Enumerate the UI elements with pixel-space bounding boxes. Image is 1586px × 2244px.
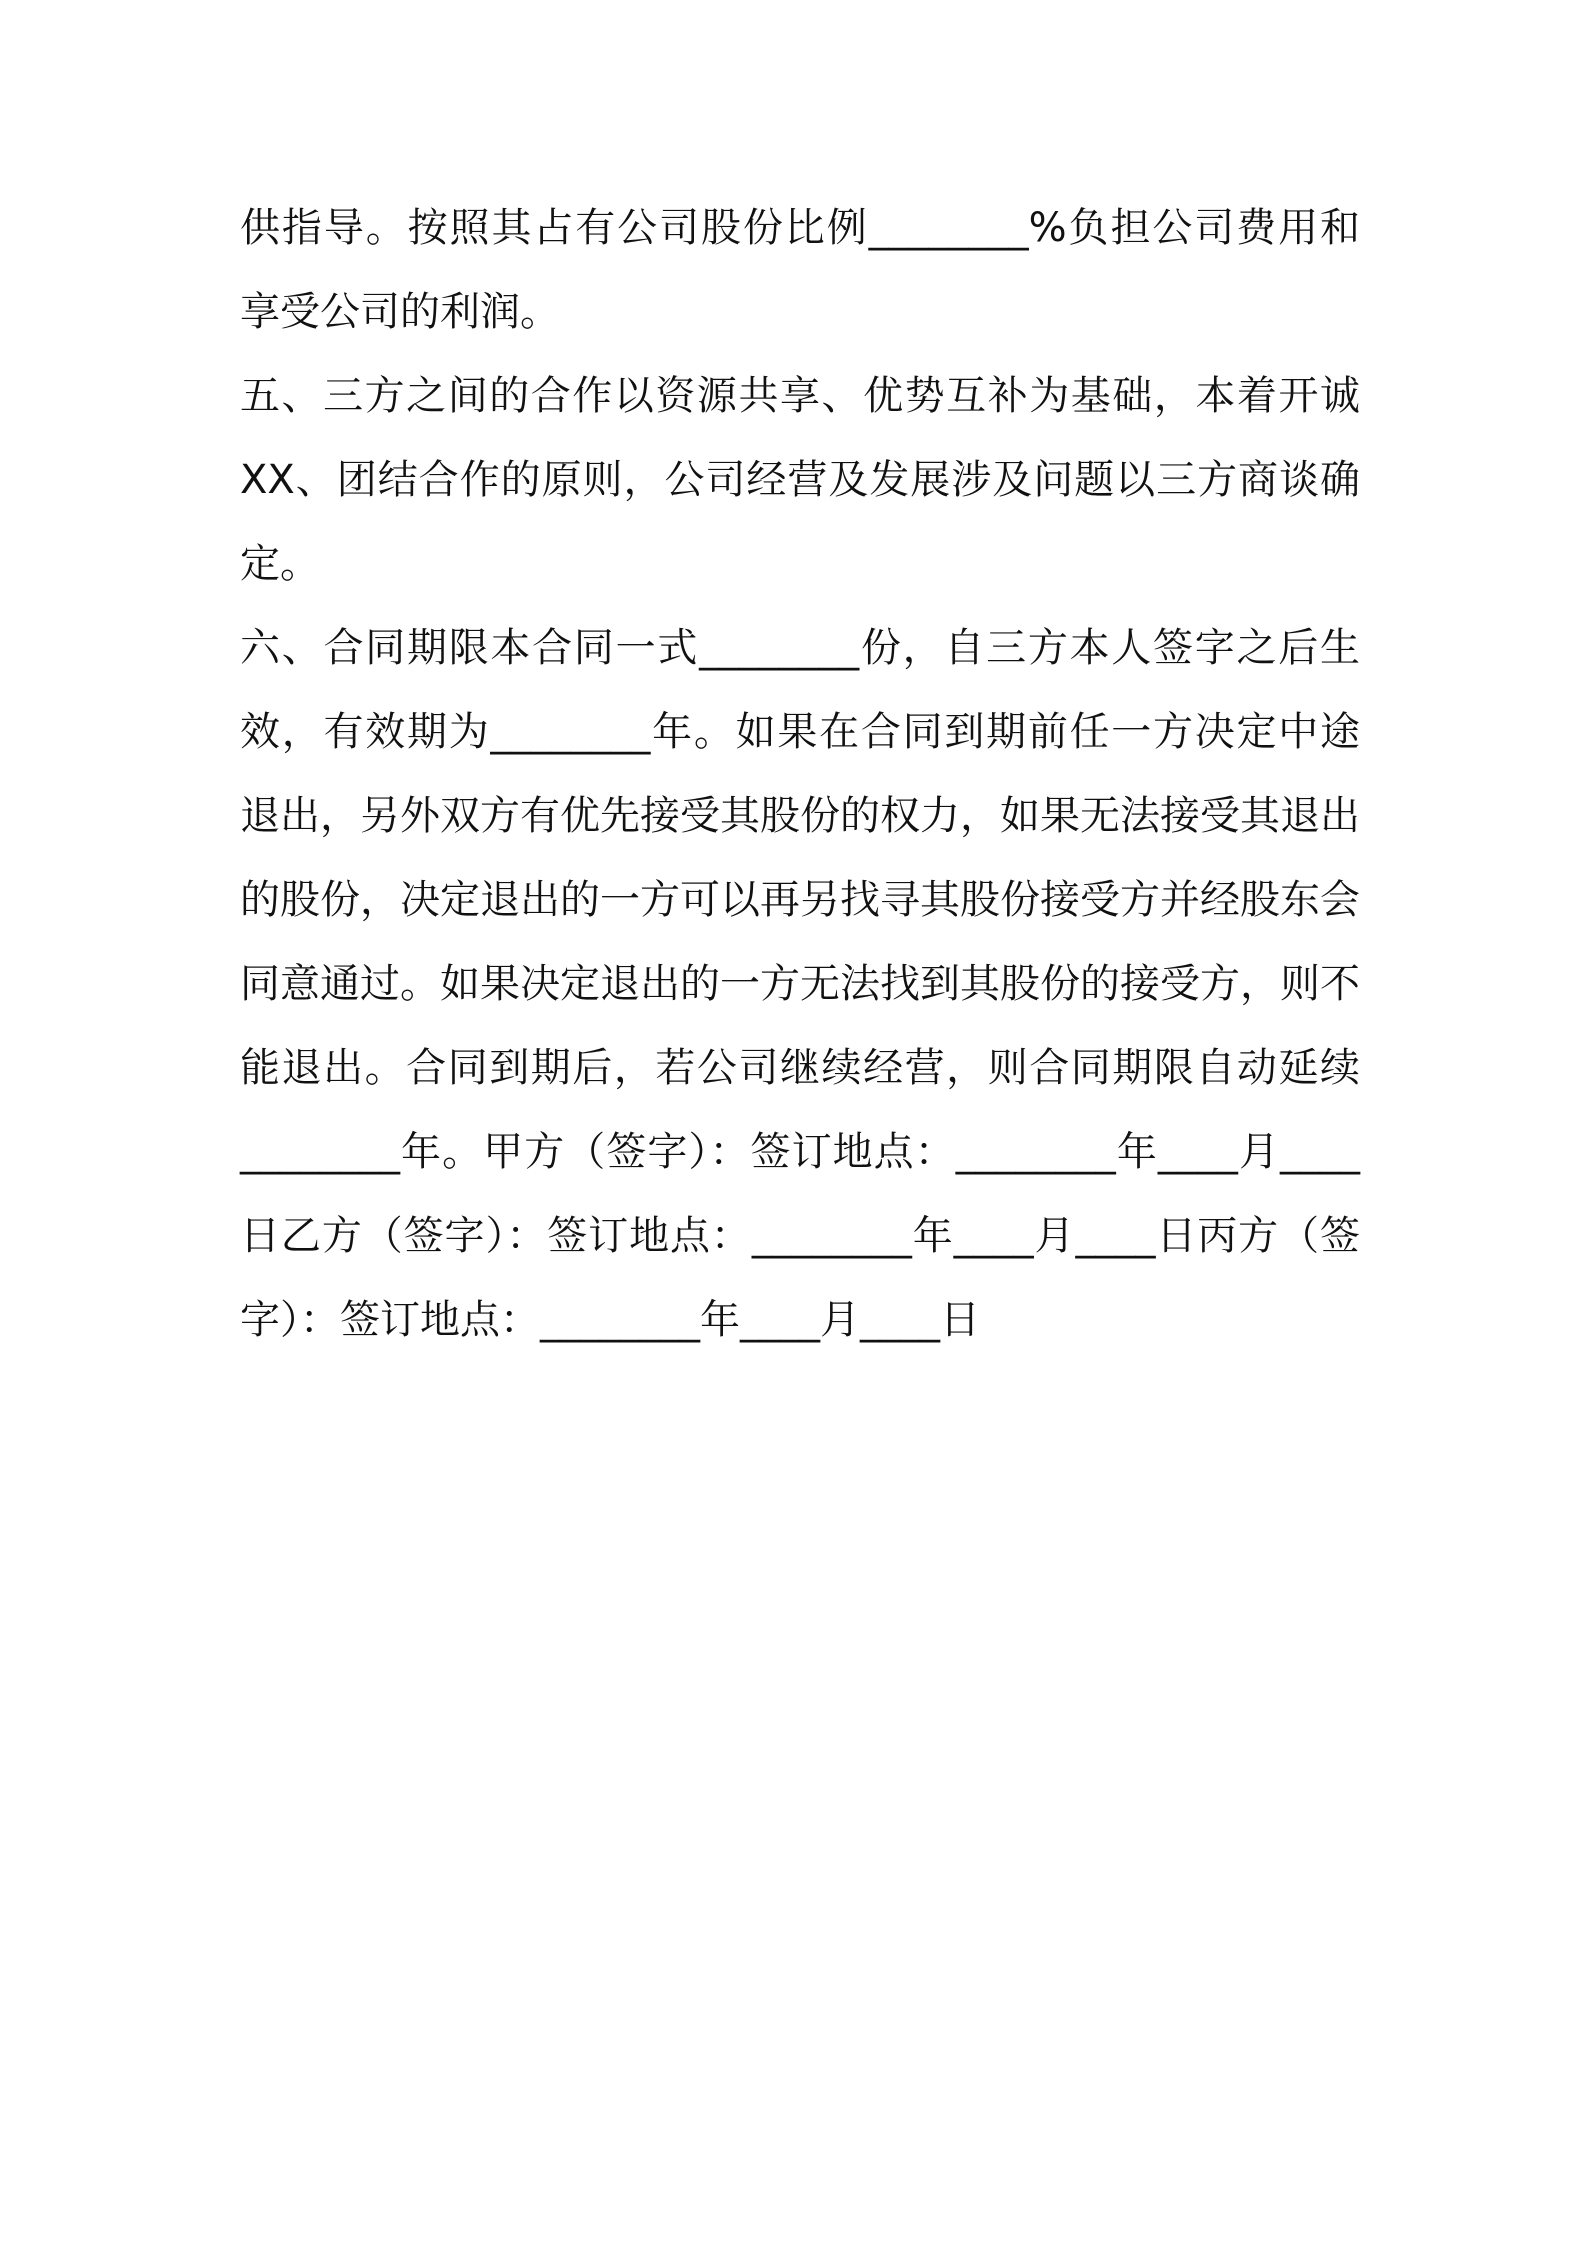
text-line-5: 定。 [240, 541, 320, 587]
text-line-12: ________年。甲方（签字）：签订地点：________年____月____ [240, 1129, 1360, 1175]
text-line-3: 五、三方之间的合作以资源共享、优势互补为基础，本着开诚 [240, 373, 1360, 419]
text-line-6: 六、合同期限本合同一式________份，自三方本人签字之后生 [240, 625, 1360, 671]
text-line-7: 效，有效期为________年。如果在合同到期前任一方决定中途 [240, 709, 1360, 755]
text-line-14: 字）：签订地点：________年____月____日 [240, 1297, 980, 1343]
text-line-13: 日乙方（签字）：签订地点：________年____月____日丙方（签 [240, 1213, 1360, 1259]
text-line-9: 的股份，决定退出的一方可以再另找寻其股份接受方并经股东会 [240, 877, 1360, 923]
text-line-8: 退出，另外双方有优先接受其股份的权力，如果无法接受其退出 [240, 793, 1360, 839]
contract-text-block [240, 186, 1360, 1362]
text-line-1: 供指导。按照其占有公司股份比例________%负担公司费用和 [240, 205, 1360, 251]
text-line-10: 同意通过。如果决定退出的一方无法找到其股份的接受方，则不 [240, 961, 1360, 1007]
text-line-11: 能退出。合同到期后，若公司继续经营，则合同期限自动延续 [240, 1045, 1360, 1091]
text-line-2: 享受公司的利润。 [240, 289, 560, 335]
text-line-4: XX、团结合作的原则，公司经营及发展涉及问题以三方商谈确 [240, 457, 1360, 503]
